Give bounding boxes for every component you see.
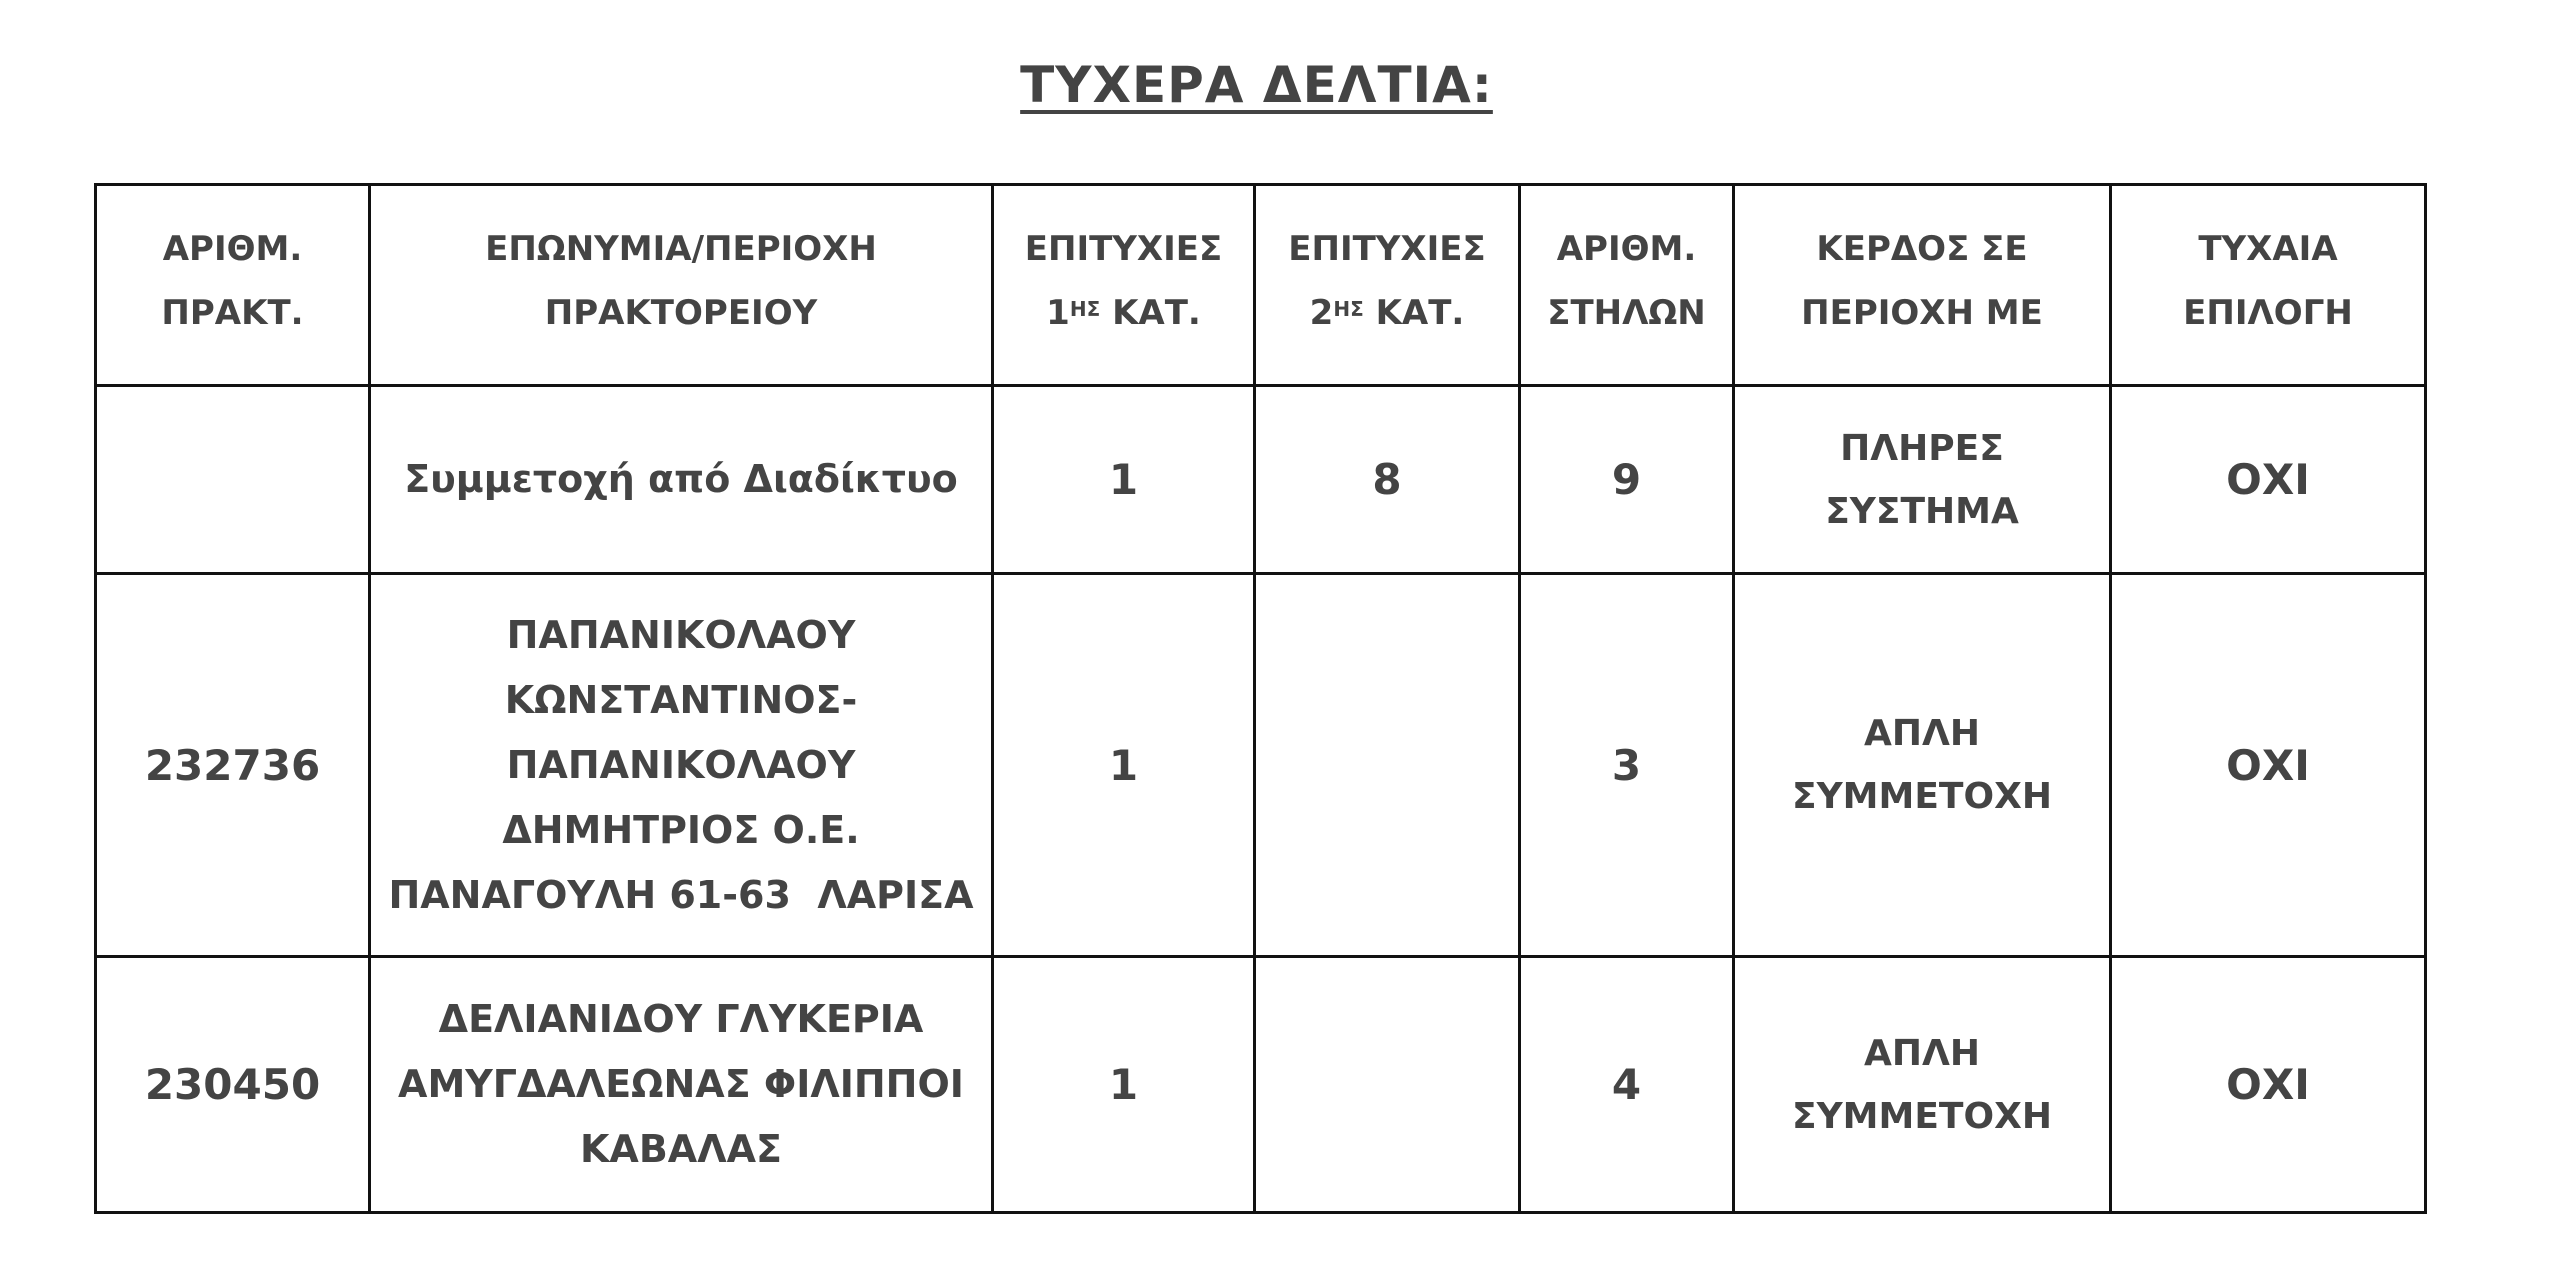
cell-wins-cat2: 8 [1255,386,1520,574]
header-row [96,185,2426,386]
cell-wins-cat1: 1 [993,386,1255,574]
cell-columns: 3 [1520,574,1734,957]
cell-agency-no [96,386,370,574]
cell-agency-no: 230450 [96,957,370,1213]
cell-columns: 9 [1520,386,1734,574]
cell-wins-cat2 [1255,574,1520,957]
header-agency-no: ΑΡΙΘΜ. ΠΡΑΚΤ. [96,185,370,386]
cell-win-type: ΠΛΗΡΕΣ ΣΥΣΤΗΜΑ [1734,386,2111,574]
table-row [96,957,2426,1213]
cell-win-type: ΑΠΛΗ ΣΥΜΜΕΤΟΧΗ [1734,574,2111,957]
cell-agency-name: Συμμετοχή από Διαδίκτυο [370,386,993,574]
header-wins-cat1: ΕΠΙΤΥΧΙΕΣ $1^{H\Sigma}$ ΚΑΤ. [993,185,1255,386]
table-row [96,386,2426,574]
page-title: ΤΥΧΕΡΑ ΔΕΛΤΙΑ: [1020,56,1493,114]
header-win-type: ΚΕΡΔΟΣ ΣΕ ΠΕΡΙΟΧΗ ΜΕ [1734,185,2111,386]
header-columns: ΑΡΙΘΜ. ΣΤΗΛΩΝ [1520,185,1734,386]
cell-wins-cat1: 1 [993,574,1255,957]
cell-wins-cat1: 1 [993,957,1255,1213]
cell-agency-no: 232736 [96,574,370,957]
cell-random-pick: ΟΧΙ [2111,386,2426,574]
cell-wins-cat2 [1255,957,1520,1213]
cell-agency-name: ΔΕΛΙΑΝΙΔΟΥ ΓΛΥΚΕΡΙΑ ΑΜΥΓΔΑΛΕΩΝΑΣ ΦΙΛΙΠΠΟΙ ΚΑΒΑΛΑΣ [370,957,993,1213]
cell-random-pick: ΟΧΙ [2111,957,2426,1213]
winning-tickets-table [94,183,2427,1214]
cell-agency-name: ΠΑΠΑΝΙΚΟΛΑΟΥ ΚΩΝΣΤΑΝΤΙΝΟΣ- ΠΑΠΑΝΙΚΟΛΑΟΥ ΔΗΜΗΤΡΙΟΣ Ο.Ε. ΠΑΝΑΓΟΥΛΗ 61-63 ΛΑΡΙΣΑ [370,574,993,957]
header-agency-name: ΕΠΩΝΥΜΙΑ/ΠΕΡΙΟΧΗ ΠΡΑΚΤΟΡΕΙΟΥ [370,185,993,386]
cell-random-pick: ΟΧΙ [2111,574,2426,957]
header-random-pick: ΤΥΧΑΙΑ ΕΠΙΛΟΓΗ [2111,185,2426,386]
cell-columns: 4 [1520,957,1734,1213]
table-row [96,574,2426,957]
header-wins-cat2: ΕΠΙΤΥΧΙΕΣ $2^{H\Sigma}$ ΚΑΤ. [1255,185,1520,386]
cell-win-type: ΑΠΛΗ ΣΥΜΜΕΤΟΧΗ [1734,957,2111,1213]
